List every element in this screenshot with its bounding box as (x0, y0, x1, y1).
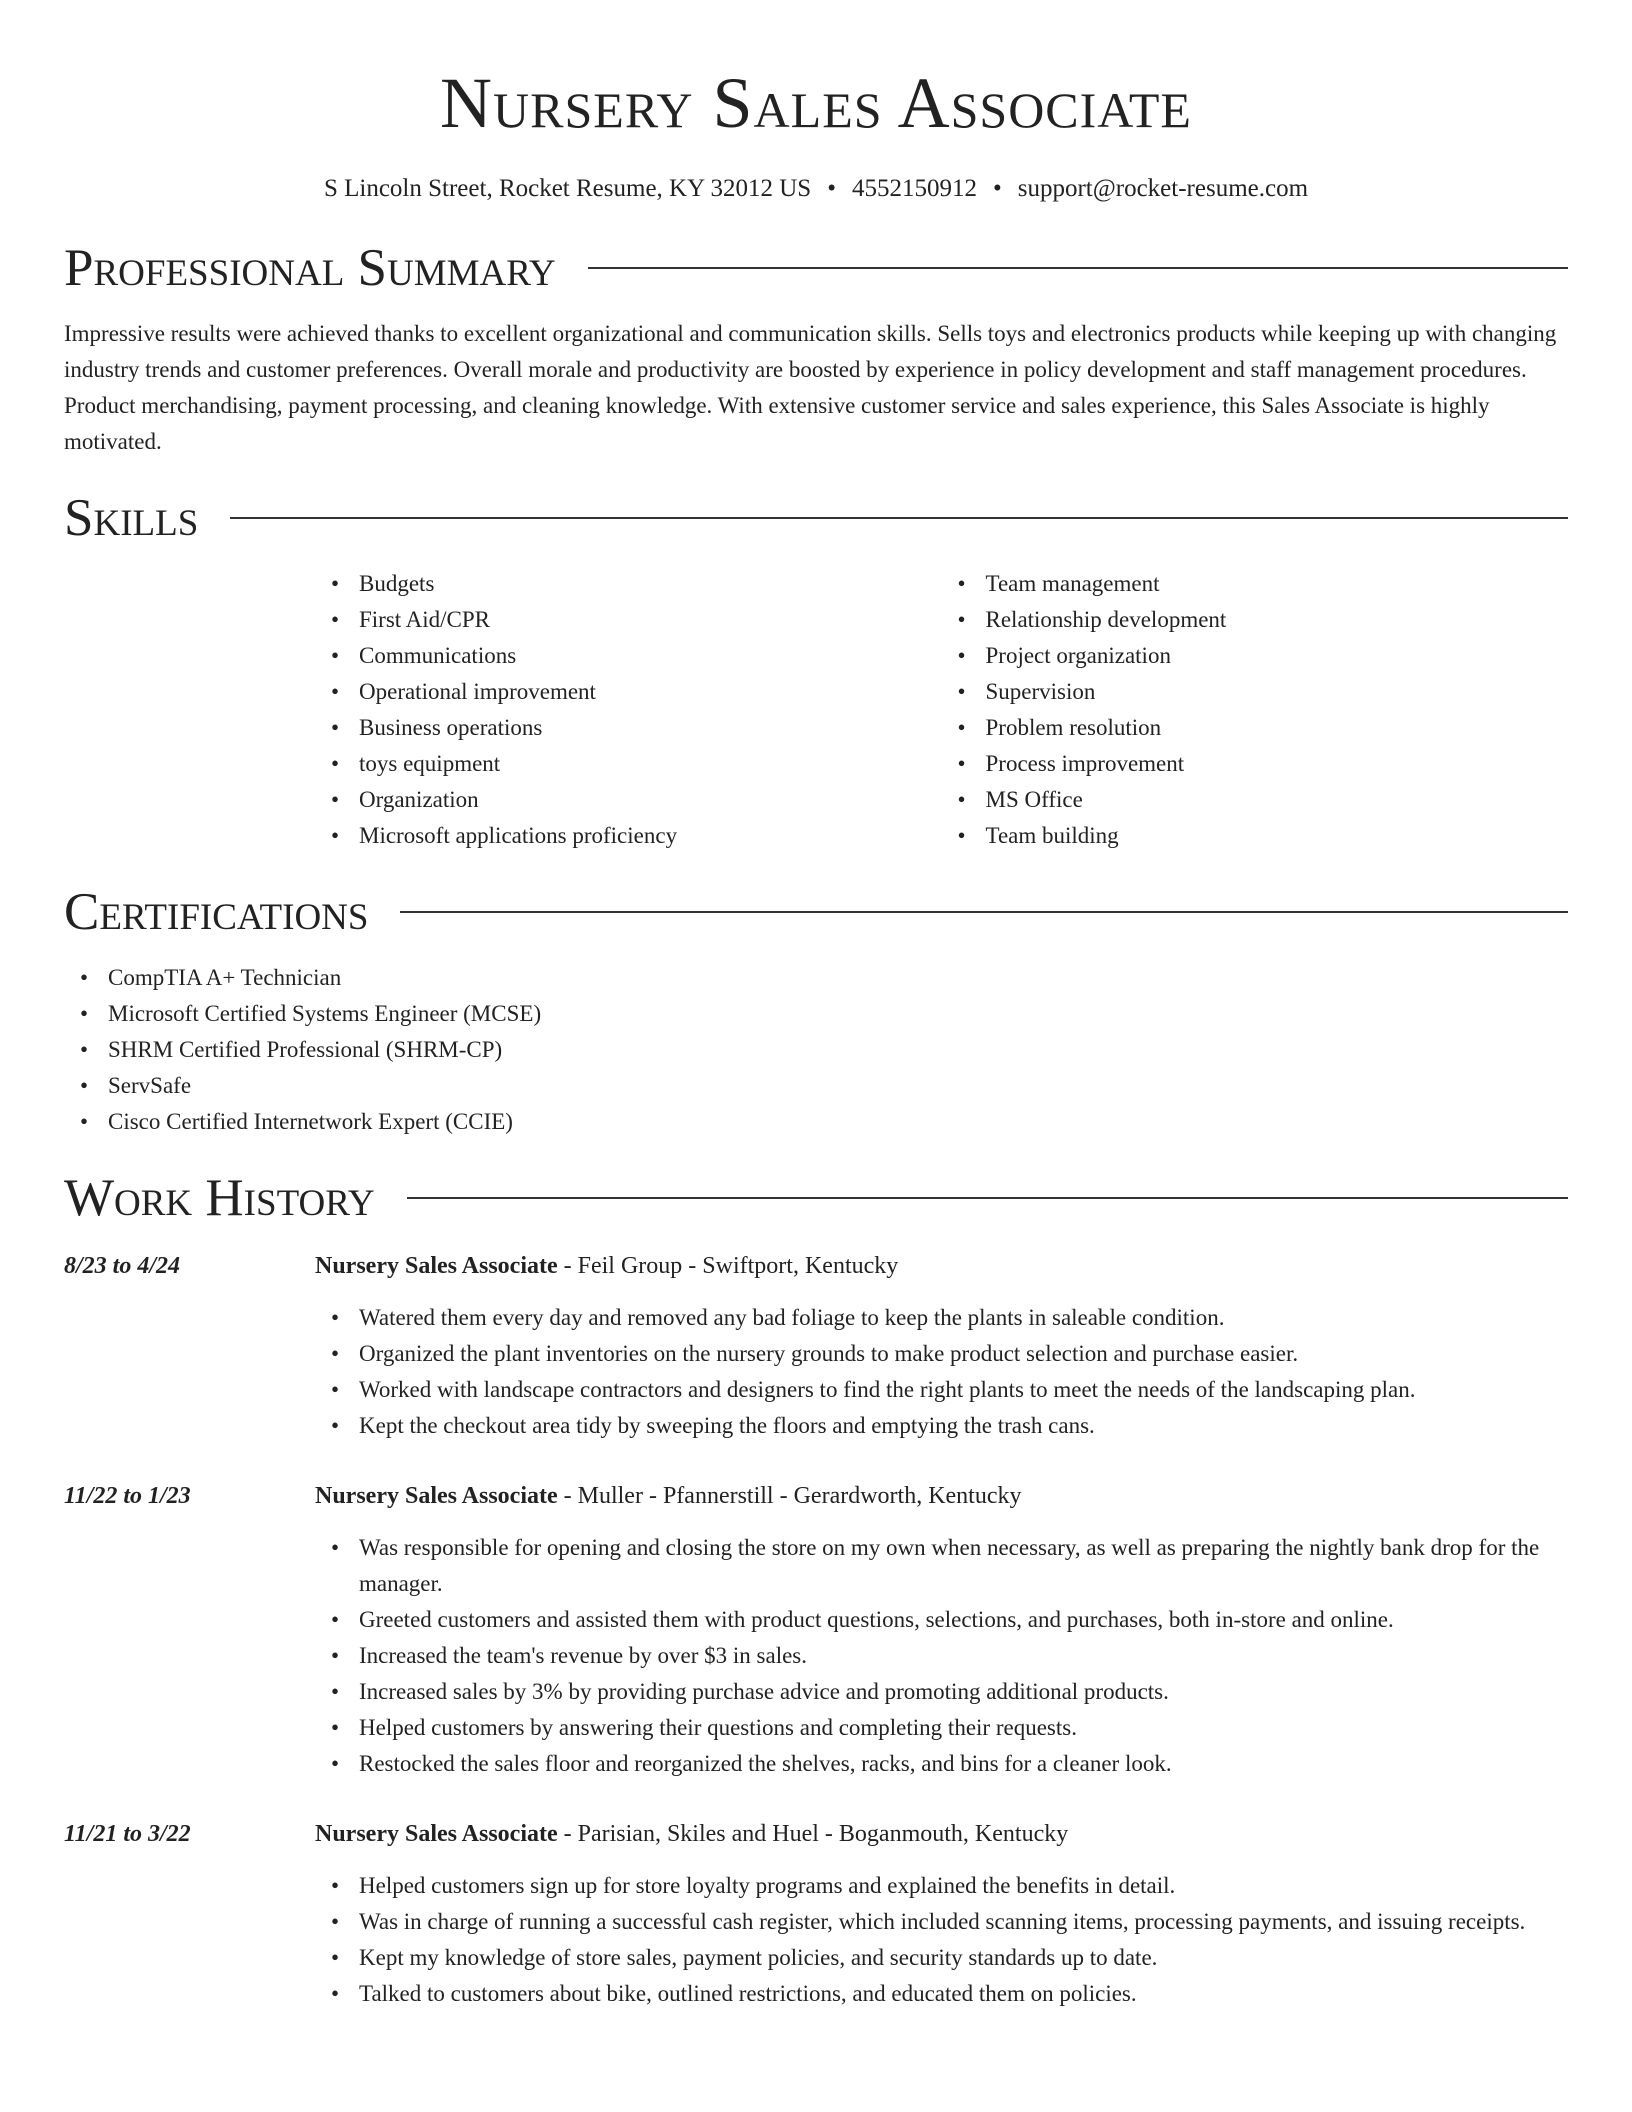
skill-item: • Organization (359, 782, 942, 818)
address: S Lincoln Street, Rocket Resume, KY 32012 US (323, 175, 812, 202)
section-title: Certifications (64, 883, 369, 941)
contact-line (64, 172, 1568, 206)
section-divider (407, 1197, 1568, 1199)
job-bullet: • Restocked the sales floor and reorganized the shelves, racks, and bins for a cleaner look. (359, 1746, 1568, 1782)
job-bullet: • Helped customers by answering their questions and completing their requests. (359, 1710, 1568, 1746)
phone: 4552150912 (851, 175, 977, 202)
job-body (315, 1478, 1568, 1782)
email: support@rocket-resume.com (1017, 175, 1309, 202)
contact-separator: • (992, 175, 1002, 202)
job-dates: 8/23 to 4/24 (64, 1253, 181, 1279)
job-bullet: • Talked to customers about bike, outlined restrictions, and educated them on policies. (359, 1976, 1568, 2012)
section-title: Professional Summary (64, 239, 556, 297)
job-bullet: • Was responsible for opening and closing the store on my own when necessary, as well as preparing the nightly bank drop for the manager. (359, 1530, 1568, 1602)
skill-item: • First Aid/CPR (359, 602, 942, 638)
skill-item: • Problem resolution (986, 710, 1569, 746)
skills-grid (315, 566, 1568, 854)
section-header (64, 880, 1568, 944)
job-entry (64, 1816, 1568, 2012)
job-bullet: • Kept my knowledge of store sales, payment policies, and security standards up to date. (359, 1940, 1568, 1976)
section-title: Work History (64, 1169, 375, 1227)
job-bullet: • Was in charge of running a successful cash register, which included scanning items, processing payments, and issuing receipts. (359, 1904, 1568, 1940)
skills-section (64, 486, 1568, 854)
certifications-section (64, 880, 1568, 1140)
certification-item: • CompTIA A+ Technician (108, 960, 1568, 996)
summary-text: Impressive results were achieved thanks to excellent organizational and communication skills. Sells toys and electronics products while keeping up with changing industry trends and customer preferences. Overall morale and productivity are boosted by experience in policy development and staff management procedures. Product merchandising, payment processing, and cleaning knowledge. With extensive customer service and sales experience, this Sales Associate is highly motivated. (64, 321, 1557, 454)
job-bullet: • Increased the team's revenue by over $3 in sales. (359, 1638, 1568, 1674)
job-body (315, 1816, 1568, 2012)
section-header (64, 1166, 1568, 1230)
job-entry (64, 1248, 1568, 1444)
skill-item: • Operational improvement (359, 674, 942, 710)
skill-item: • Project organization (986, 638, 1569, 674)
section-divider (230, 517, 1568, 519)
job-bullet: • Worked with landscape contractors and designers to find the right plants to meet the needs of the landscaping plan. (359, 1372, 1568, 1408)
certification-item: • ServSafe (108, 1068, 1568, 1104)
job-bullet: • Kept the checkout area tidy by sweeping the floors and emptying the trash cans. (359, 1408, 1568, 1444)
job-bullet: • Increased sales by 3% by providing purchase advice and promoting additional products. (359, 1674, 1568, 1710)
job-body (315, 1248, 1568, 1444)
skill-item: • Communications (359, 638, 942, 674)
skill-item: • Relationship development (986, 602, 1569, 638)
job-title-line (315, 1248, 1568, 1284)
skill-item: • Business operations (359, 710, 942, 746)
skill-item: • Team building (986, 818, 1569, 854)
job-bullet: • Organized the plant inventories on the nursery grounds to make product selection and purchase easier. (359, 1336, 1568, 1372)
summary-section (64, 236, 1568, 460)
skill-item: • Team management (986, 566, 1569, 602)
skill-item: • Microsoft applications proficiency (359, 818, 942, 854)
job-company-location: - Feil Group - Swiftport, Kentucky (557, 1253, 899, 1279)
skill-item: • toys equipment (359, 746, 942, 782)
section-header (64, 486, 1568, 550)
job-bullet: • Greeted customers and assisted them with product questions, selections, and purchases, both in-store and online. (359, 1602, 1568, 1638)
job-dates: 11/22 to 1/23 (64, 1483, 191, 1509)
job-company-location: - Muller - Pfannerstill - Gerardworth, Kentucky (557, 1483, 1022, 1509)
work-history-section (64, 1166, 1568, 2012)
job-role: Nursery Sales Associate (315, 1483, 558, 1509)
candidate-name: Nursery Sales Associate (440, 63, 1192, 143)
job-title-line (315, 1478, 1568, 1514)
section-header (64, 236, 1568, 300)
job-bullets (315, 1868, 1568, 2012)
skill-item: • Budgets (359, 566, 942, 602)
job-role: Nursery Sales Associate (315, 1821, 558, 1847)
job-bullets (315, 1530, 1568, 1782)
section-divider (588, 267, 1568, 269)
job-bullet: • Helped customers sign up for store loyalty programs and explained the benefits in detail. (359, 1868, 1568, 1904)
contact-separator: • (827, 175, 836, 202)
skill-item: • Process improvement (986, 746, 1569, 782)
certification-item: • Microsoft Certified Systems Engineer (MCSE) (108, 996, 1568, 1032)
job-company-location: - Parisian, Skiles and Huel - Boganmouth, Kentucky (557, 1821, 1069, 1847)
skill-item: • MS Office (986, 782, 1569, 818)
certification-item: • SHRM Certified Professional (SHRM-CP) (108, 1032, 1568, 1068)
skills-list-left (315, 566, 942, 854)
job-entry (64, 1478, 1568, 1782)
certifications-list (64, 960, 1568, 1140)
job-bullet: • Watered them every day and removed any bad foliage to keep the plants in saleable condition. (359, 1300, 1568, 1336)
certification-item: • Cisco Certified Internetwork Expert (CCIE) (108, 1104, 1568, 1140)
skills-list-right (942, 566, 1569, 854)
job-title-line (315, 1816, 1568, 1852)
section-divider (400, 911, 1568, 913)
skill-item: • Supervision (986, 674, 1569, 710)
job-role: Nursery Sales Associate (315, 1253, 558, 1279)
job-bullets (315, 1300, 1568, 1444)
job-dates: 11/21 to 3/22 (64, 1821, 191, 1847)
section-title: Skills (64, 489, 199, 547)
